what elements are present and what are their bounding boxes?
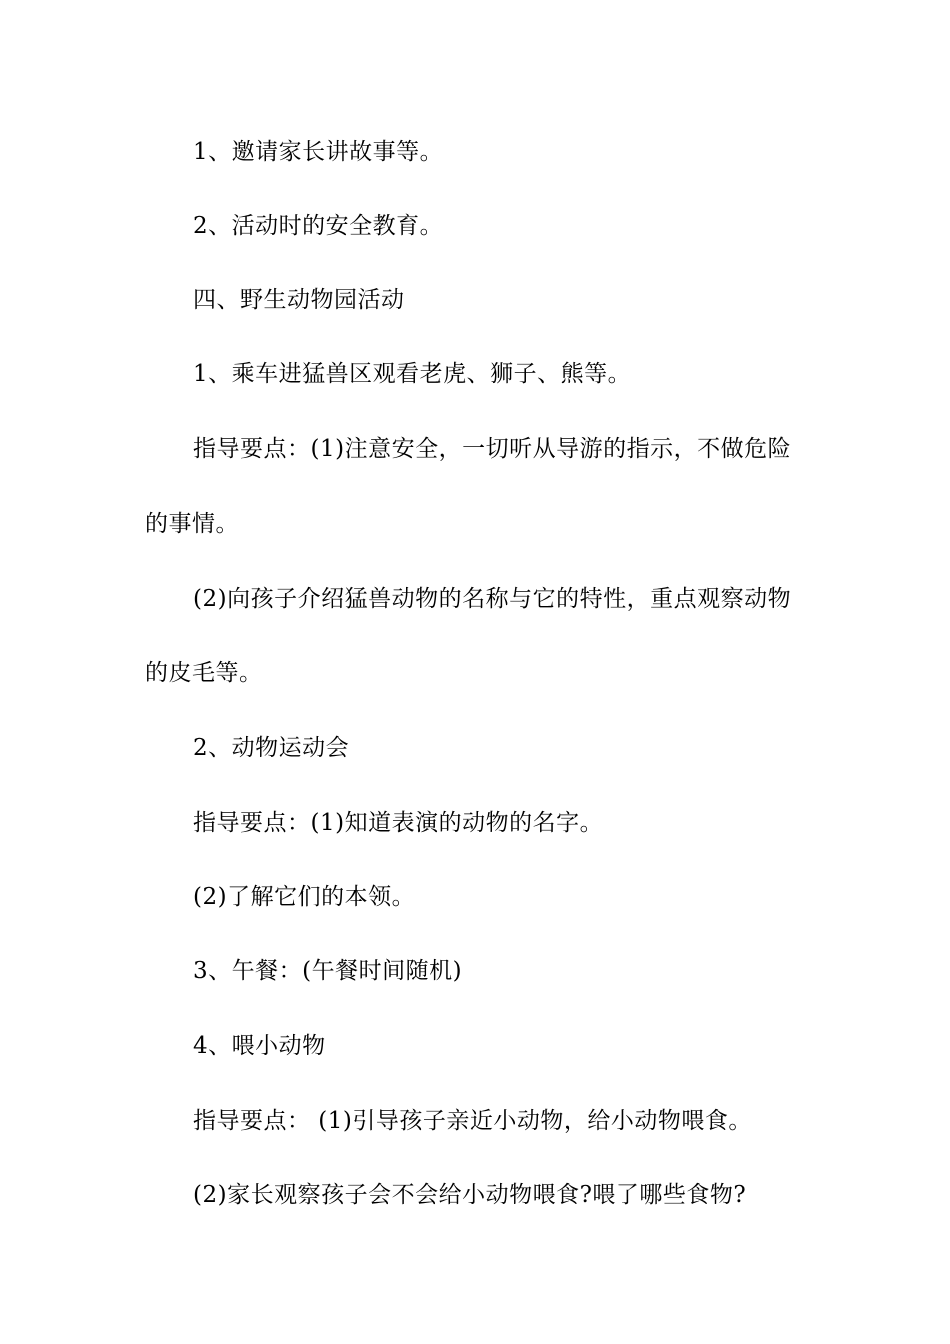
paragraph-safety-education: 2、活动时的安全教育。: [193, 213, 444, 239]
paragraph-parents-observe: (2)家长观察孩子会不会给小动物喂食?喂了哪些食物?: [193, 1182, 747, 1208]
paragraph-invite-parents: 1、邀请家长讲故事等。: [193, 139, 444, 165]
paragraph-guidance-safety: 指导要点：(1)注意安全，一切听从导游的指示，不做危险: [193, 436, 792, 462]
paragraph-guidance-safety-cont: 的事情。: [145, 511, 239, 537]
paragraph-feed-animals: 4、喂小动物: [193, 1033, 326, 1059]
paragraph-guidance-names: 指导要点：(1)知道表演的动物的名字。: [193, 810, 604, 836]
paragraph-introduce-animals: (2)向孩子介绍猛兽动物的名称与它的特性，重点观察动物: [193, 586, 792, 612]
paragraph-animal-games: 2、动物运动会: [193, 735, 350, 761]
paragraph-ride-predator-zone: 1、乘车进猛兽区观看老虎、狮子、熊等。: [193, 361, 632, 387]
section-heading-wildlife-park: 四、野生动物园活动: [193, 287, 405, 313]
paragraph-guidance-feeding: 指导要点： (1)引导孩子亲近小动物，给小动物喂食。: [193, 1108, 752, 1134]
paragraph-lunch: 3、午餐：(午餐时间随机): [193, 958, 463, 984]
paragraph-skills: (2)了解它们的本领。: [193, 884, 416, 910]
paragraph-introduce-animals-cont: 的皮毛等。: [145, 660, 263, 686]
